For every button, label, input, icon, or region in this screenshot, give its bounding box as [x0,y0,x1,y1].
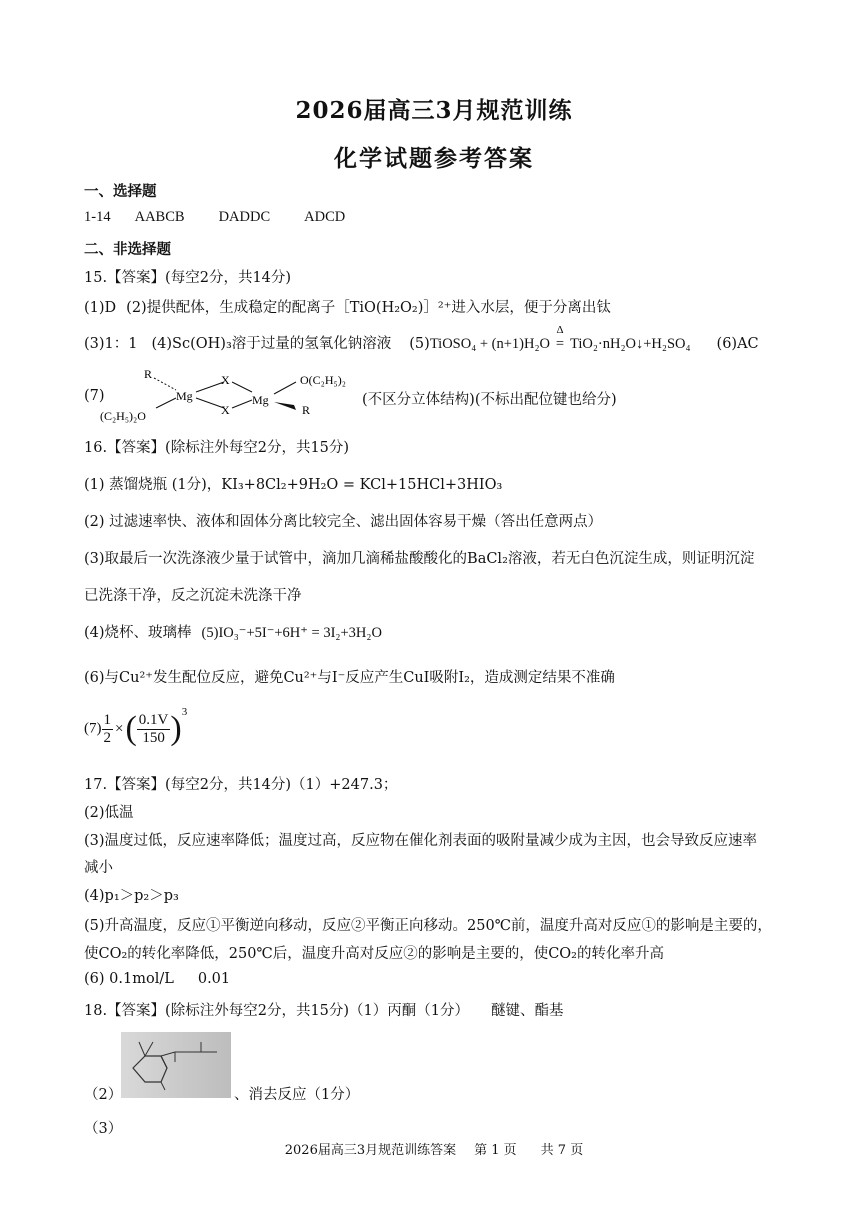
q16-frac1-den: 2 [103,729,111,746]
q17-answer-3-line-2: 减小 [84,860,113,876]
footer-page-number: 第 1 页 [474,1143,517,1158]
struct-bond-4 [232,400,252,408]
struct-bond-2 [196,398,224,408]
choice-group-2: DADDC [218,209,271,225]
q15-heading: 15.【答案】(每空2分，共14分) [84,270,292,286]
page-title: 2026届高三3月规范训练 [295,97,573,124]
struct-r-left: R [144,367,153,381]
struct-ether-left: (C₂H₅)₂O [100,409,146,423]
q16-answer-7 [84,706,188,748]
struct-ether-right: O(C₂H₅)₂ [300,373,346,387]
q16-answer-3-line-2: 已洗涤干净，反之沉淀未洗涤干净 [84,588,302,604]
q15-answer-7-note: (不区分立体结构)(不标出配位键也给分) [362,392,617,408]
q17-answer-5-line-1: (5)升高温度，反应①平衡逆向移动，反应②平衡正向移动。250℃前，温度升高对反应①的影响是主要的， [84,918,772,934]
handwritten-structure-image [121,1032,231,1098]
choice-range: 1-14 [84,209,111,225]
q15-answer-2: (2)提供配体，生成稳定的配离子［TiO(H₂O₂)］²⁺进入水层，便于分离出钛 [126,300,611,316]
q18-answer-3-label: （3） [84,1121,123,1137]
q15-answer-7-label: (7) [84,388,105,404]
q16-line-4 [84,621,382,642]
struct-r-right: R [302,403,311,417]
q15-line-1 [84,296,611,317]
q16-paren-close: ) [170,710,182,747]
struct-mg-right: Mg [252,393,269,407]
choice-group-1: AABCB [134,209,185,225]
choice-answers [84,209,345,226]
q17-answer-4: (4)p₁＞p₂＞p₃ [84,888,179,904]
q16-answer-7-label: (7) [84,720,102,737]
q15-line-2 [84,324,759,353]
q16-paren-open: ( [125,710,137,747]
struct-x-bottom: X [221,403,230,417]
page-subtitle: 化学试题参考答案 [334,145,534,172]
q16-answer-5: (5)IO₃⁻+5I⁻+6H⁺ = 3I₂+3H₂O [201,625,382,641]
q15-answer-5-label: (5) [409,336,430,352]
q17-answer-2: (2)低温 [84,805,134,821]
q18-line-1 [84,999,564,1020]
section2-heading: 二、非选择题 [84,241,171,258]
struct-bond-6 [156,398,176,408]
q15-equation-left: TiOSO₄ + (n+1)H₂O [429,336,551,352]
q18-answer-2-text: 、消去反应（1分） [234,1087,360,1103]
q15-heat-condition: Δ [556,324,564,336]
q16-frac1-num: 1 [103,711,111,728]
page-footer [0,1139,868,1158]
struct-bond-5 [274,382,296,394]
q18-answer-2-label: （2） [84,1087,123,1103]
q17-line-6 [84,971,230,987]
handwritten-structure-drawing [121,1032,231,1098]
struct-x-top: X [221,373,230,387]
q16-fraction-half [102,712,114,747]
struct-bond-3 [232,382,252,392]
q16-fraction-conc [137,712,171,747]
q16-times: × [115,720,124,737]
q18-heading: 18.【答案】(除标注外每空2分，共15分)（1）丙酮（1分） [84,1003,469,1019]
grignard-dimer-structure [100,364,362,426]
struct-bond-1 [196,382,224,392]
footer-doc-name: 2026届高三3月规范训练答案 [284,1143,457,1158]
q16-frac2-num: 0.1V [138,711,169,728]
struct-dashed-bond [154,378,176,390]
footer-page-total: 共 7 页 [540,1143,584,1158]
choice-group-3: ADCD [304,209,346,225]
q17-answer-5-line-2: 使CO₂的转化率降低，250℃后，温度升高对反应②的影响是主要的，使CO₂的转化率升高 [84,946,664,962]
struct-mg-left: Mg [176,389,193,403]
q16-answer-4: (4)烧杯、玻璃棒 [84,625,192,641]
q15-equation-arrow: Δ = [550,336,570,353]
section1-heading: 一、选择题 [84,183,157,200]
q15-equation-right: TiO₂·nH₂O↓+H₂SO₄ [570,336,691,352]
q17-answer-6-right: 0.01 [197,971,231,987]
q16-answer-1: (1) 蒸馏烧瓶 (1分)，KI₃+8Cl₂+9H₂O = KCl+15HCl+3HIO₃ [84,477,503,493]
q15-answer-6: (6)AC [716,336,759,352]
q15-answer-1: (1)D [84,300,117,316]
q15-answer-4: (4)Sc(OH)₃溶于过量的氢氧化钠溶液 [151,336,392,352]
q16-answer-3-line-1: (3)取最后一次洗涤液少量于试管中，滴加几滴稀盐酸酸化的BaCl₂溶液，若无白色沉淀生成，则证明沉淀 [84,551,755,567]
q16-answer-2: (2) 过滤速率快、液体和固体分离比较完全、滤出固体容易干燥（答出任意两点） [84,514,603,530]
q17-heading: 17.【答案】(每空2分，共14分)（1）+247.3； [84,777,398,793]
q17-answer-3-line-1: (3)温度过低，反应速率降低；温度过高，反应物在催化剂表面的吸附量减少成为主因，也会导致反应速率 [84,833,758,849]
q16-exponent: 3 [181,706,188,718]
q16-heading: 16.【答案】(除标注外每空2分，共15分) [84,440,350,456]
q17-answer-6-left: (6) 0.1mol/L [84,971,174,987]
q16-frac2-den: 150 [142,729,165,746]
q18-heading-extra: 醚键、酯基 [491,1003,564,1019]
struct-wedge-bond [274,402,296,410]
q16-answer-6: (6)与Cu²⁺发生配位反应，避免Cu²⁺与I⁻反应产生CuI吸附I₂，造成测定结果不准确 [84,670,615,686]
q15-answer-3: (3)1：1 [84,336,138,352]
